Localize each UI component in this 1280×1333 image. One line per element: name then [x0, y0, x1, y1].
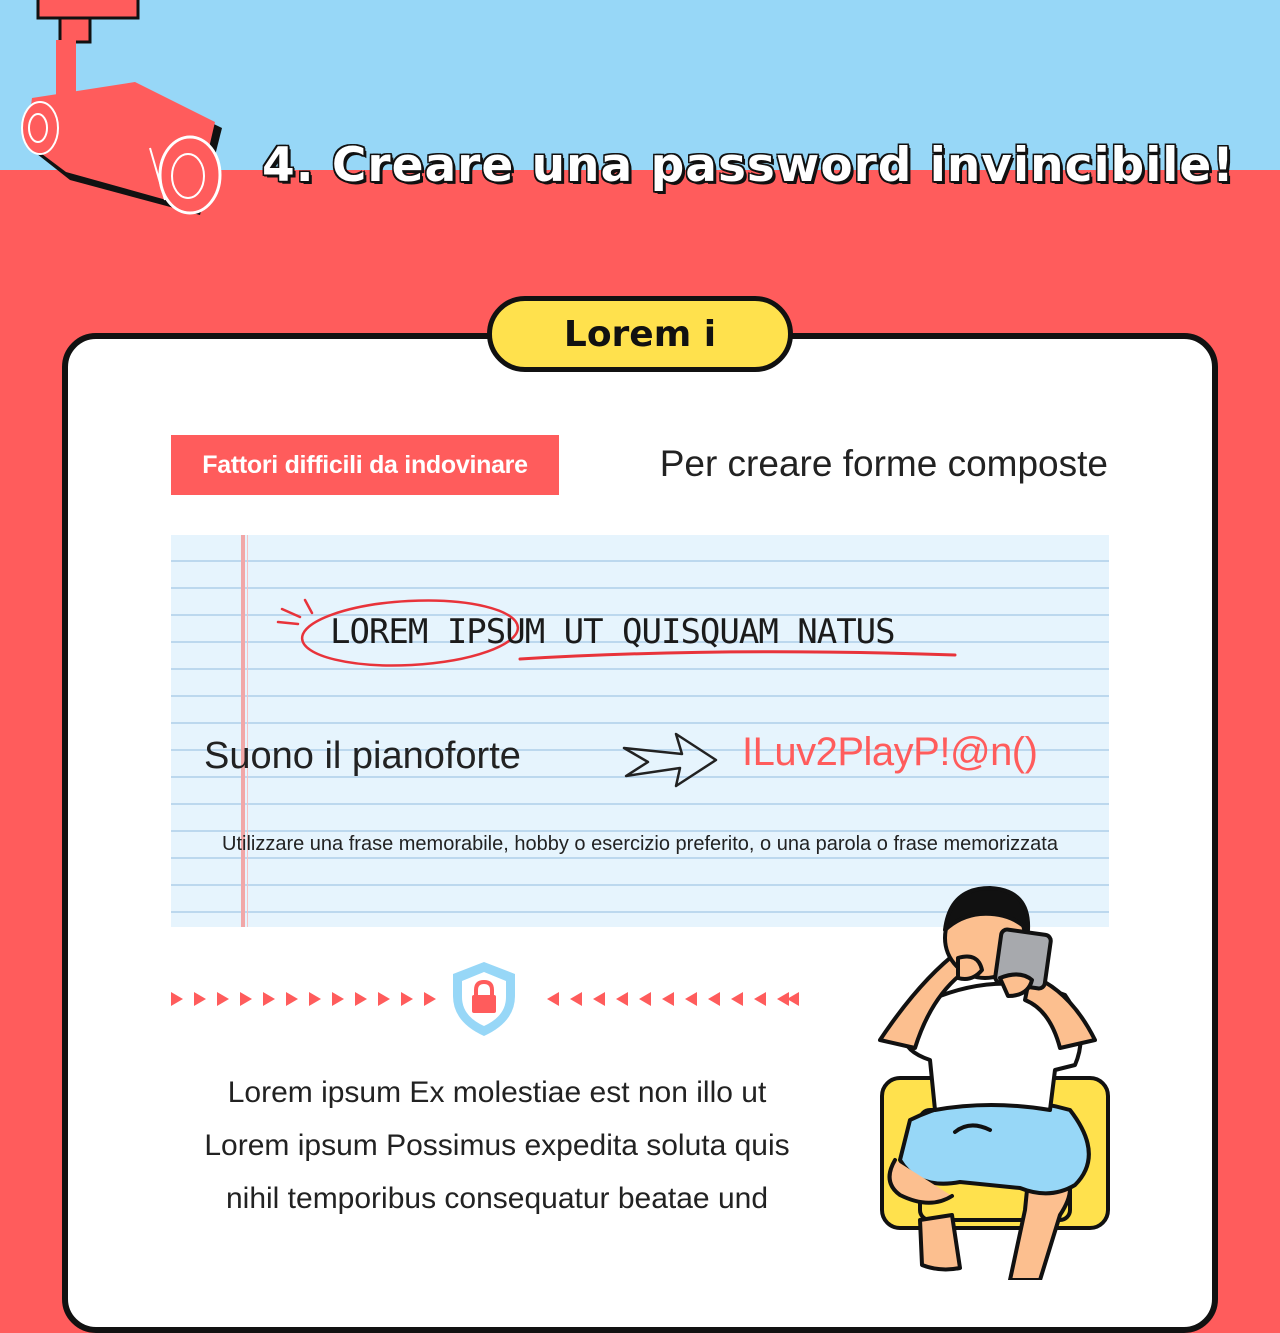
- security-camera-icon: [0, 0, 260, 240]
- notebook-margin-line: [241, 535, 245, 927]
- body-line: nihil temporibus consequatur beatae und: [225, 1182, 769, 1215]
- notebook-margin-line-thin: [247, 535, 248, 927]
- example-password: ILuv2PlayP!@n(): [742, 730, 1038, 774]
- card-subtitle: Per creare forme composte: [659, 443, 1108, 484]
- card-badge: Lorem i: [487, 296, 793, 372]
- arrow-right-icon: [618, 730, 722, 790]
- body-paragraph: [171, 1066, 823, 1225]
- person-with-phone-illustration: [860, 870, 1120, 1280]
- body-line: Lorem ipsum Possimus expedita soluta quis: [204, 1129, 790, 1162]
- shield-lock-icon: [449, 960, 519, 1038]
- factor-tag: Fattori difficili da indovinare: [171, 435, 559, 495]
- body-line: Lorem ipsum Ex molestiae est non illo ut: [227, 1076, 767, 1109]
- handwritten-phrase: LOREM IPSUM UT QUISQUAM NATUS: [330, 612, 895, 652]
- page-title: 4. Creare una password invincibile!: [262, 138, 1235, 193]
- example-phrase: Suono il pianoforte: [204, 735, 521, 777]
- tip-text: Utilizzare una frase memorabile, hobby o esercizio preferito, o una parola o frase memorizzata: [222, 833, 1058, 855]
